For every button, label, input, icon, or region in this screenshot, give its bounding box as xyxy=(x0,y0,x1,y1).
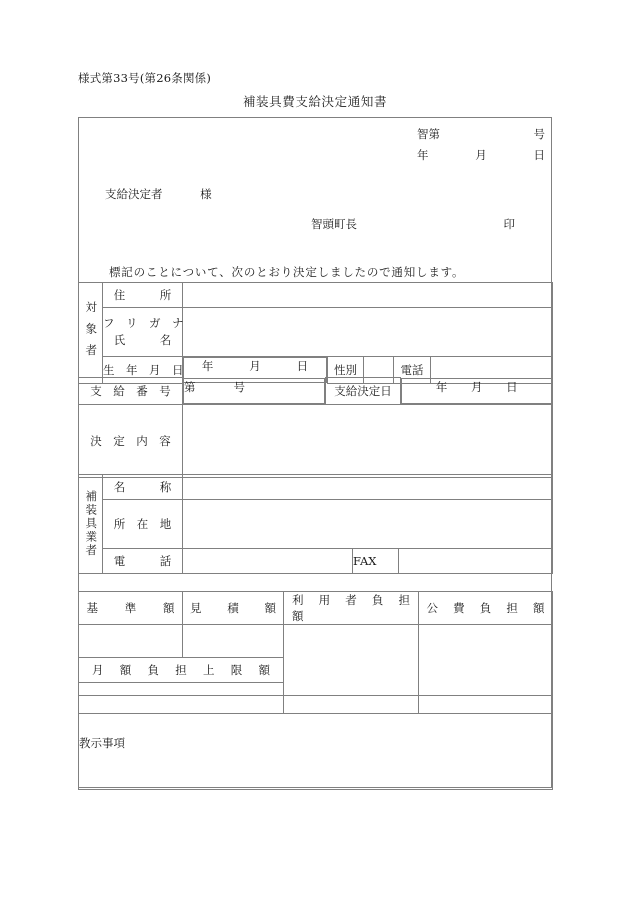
addressee-honorific: 様 xyxy=(200,187,212,201)
gender-label: 性別 xyxy=(334,362,357,377)
decision-content-label-cell xyxy=(79,404,183,477)
decision-date-value-cell[interactable] xyxy=(401,378,553,404)
preamble-block xyxy=(79,118,553,282)
public-burden-label: 公 費 負 担 額 xyxy=(426,601,545,615)
vendor-group-label: 補装具業者 xyxy=(84,490,99,558)
standard-amount-value-cell[interactable] xyxy=(79,625,183,658)
name-value-cell[interactable] xyxy=(183,308,553,357)
addressee-label: 支給決定者 xyxy=(105,187,163,201)
decision-date-label: 支給決定日 xyxy=(334,383,392,398)
vendor-fax-label: FAX xyxy=(353,554,377,568)
estimate-amount-label-cell xyxy=(183,592,284,625)
vendor-fax-value-cell[interactable] xyxy=(399,549,553,574)
public-burden-label-cell xyxy=(419,592,553,625)
issuer-row xyxy=(311,216,515,232)
document-number-row xyxy=(417,126,545,142)
table-row xyxy=(79,378,553,405)
payment-number-label-cell xyxy=(79,378,183,405)
table-row xyxy=(79,475,553,500)
table-row xyxy=(79,308,553,357)
table-row xyxy=(79,625,553,658)
vendor-name-value-cell[interactable] xyxy=(183,475,553,500)
document-number-unit: 号 xyxy=(533,127,545,141)
table-row xyxy=(79,696,553,790)
issuer-name: 智頭町長 xyxy=(311,217,357,231)
notice-label: 教示事項 xyxy=(79,735,125,750)
table-row xyxy=(79,283,553,308)
table-row xyxy=(79,549,553,574)
phone-label: 電話 xyxy=(400,362,424,377)
decision-date-label-cell xyxy=(326,378,401,405)
name-label-cell xyxy=(103,308,183,357)
birthdate-year: 年 xyxy=(201,359,214,373)
monthly-cap-label-cell xyxy=(79,658,284,683)
birthdate-day: 日 xyxy=(296,359,309,373)
user-burden-label-cell xyxy=(284,592,422,625)
monthly-cap-label: 月 額 負 担 上 限 額 xyxy=(92,663,270,677)
vendor-phone-value-cell[interactable] xyxy=(183,549,353,574)
vendor-address-value-cell[interactable] xyxy=(183,500,553,549)
vendor-phone-label-cell xyxy=(103,549,183,574)
seal-mark: 印 xyxy=(503,217,515,231)
standard-amount-label: 基 準 額 xyxy=(86,601,175,615)
document-date-month: 月 xyxy=(475,148,487,162)
document-date-year: 年 xyxy=(417,148,429,162)
form-number: 様式第33号(第26条関係) xyxy=(78,71,212,85)
name-label: 氏 名 xyxy=(113,333,172,347)
standard-amount-label-cell xyxy=(79,592,183,625)
decision-date-month: 月 xyxy=(470,379,483,394)
target-person-group-label: 対象者 xyxy=(84,300,99,365)
table-row xyxy=(79,404,553,477)
table-row xyxy=(79,592,553,625)
decision-date-year: 年 xyxy=(435,379,448,394)
decision-content-value-cell[interactable] xyxy=(183,404,553,477)
payment-number-label: 支 給 番 号 xyxy=(90,383,171,398)
vendor-name-label: 名 称 xyxy=(113,480,172,494)
furigana-label: フ リ ガ ナ xyxy=(103,316,184,331)
vendor-address-label: 所 在 地 xyxy=(113,517,172,531)
target-person-table xyxy=(78,282,553,384)
payment-number-unit: 号 xyxy=(233,379,245,394)
document-number-label: 智第 xyxy=(417,127,440,141)
vendor-group-label-cell xyxy=(79,475,103,574)
decision-content-label: 決 定 内 容 xyxy=(90,433,171,448)
target-person-group-label-cell xyxy=(79,283,103,384)
address-value-cell[interactable] xyxy=(183,283,553,308)
vendor-name-label-cell xyxy=(103,475,183,500)
vendor-fax-label-cell xyxy=(353,549,399,574)
document-title: 補装具費支給決定通知書 xyxy=(242,94,388,109)
vendor-address-label-cell xyxy=(103,500,183,549)
payment-table xyxy=(78,377,553,478)
vendor-phone-label: 電 話 xyxy=(113,554,172,568)
birthdate-month: 月 xyxy=(249,359,261,373)
body-text: 標記のことについて、次のとおり決定しましたので通知します。 xyxy=(109,265,465,279)
table-row xyxy=(79,500,553,549)
notice-cell[interactable] xyxy=(79,696,553,790)
birthdate-label: 生 年 月 日 xyxy=(103,362,184,377)
user-burden-label: 利 用 者 負 担 額 xyxy=(292,593,422,623)
address-label-cell xyxy=(103,283,183,308)
address-label: 住 所 xyxy=(113,288,172,302)
notice-table xyxy=(78,695,553,790)
form-frame xyxy=(78,117,552,788)
estimate-amount-label: 見 積 額 xyxy=(190,601,276,615)
payment-number-value-cell[interactable] xyxy=(183,378,325,404)
payment-number-prefix: 第 xyxy=(184,379,196,394)
decision-date-day: 日 xyxy=(506,379,518,394)
document-date-day: 日 xyxy=(533,148,545,162)
estimate-amount-value-cell[interactable] xyxy=(183,625,284,658)
addressee-row xyxy=(105,186,212,202)
document-date-row xyxy=(417,147,545,163)
vendor-table xyxy=(78,474,553,574)
